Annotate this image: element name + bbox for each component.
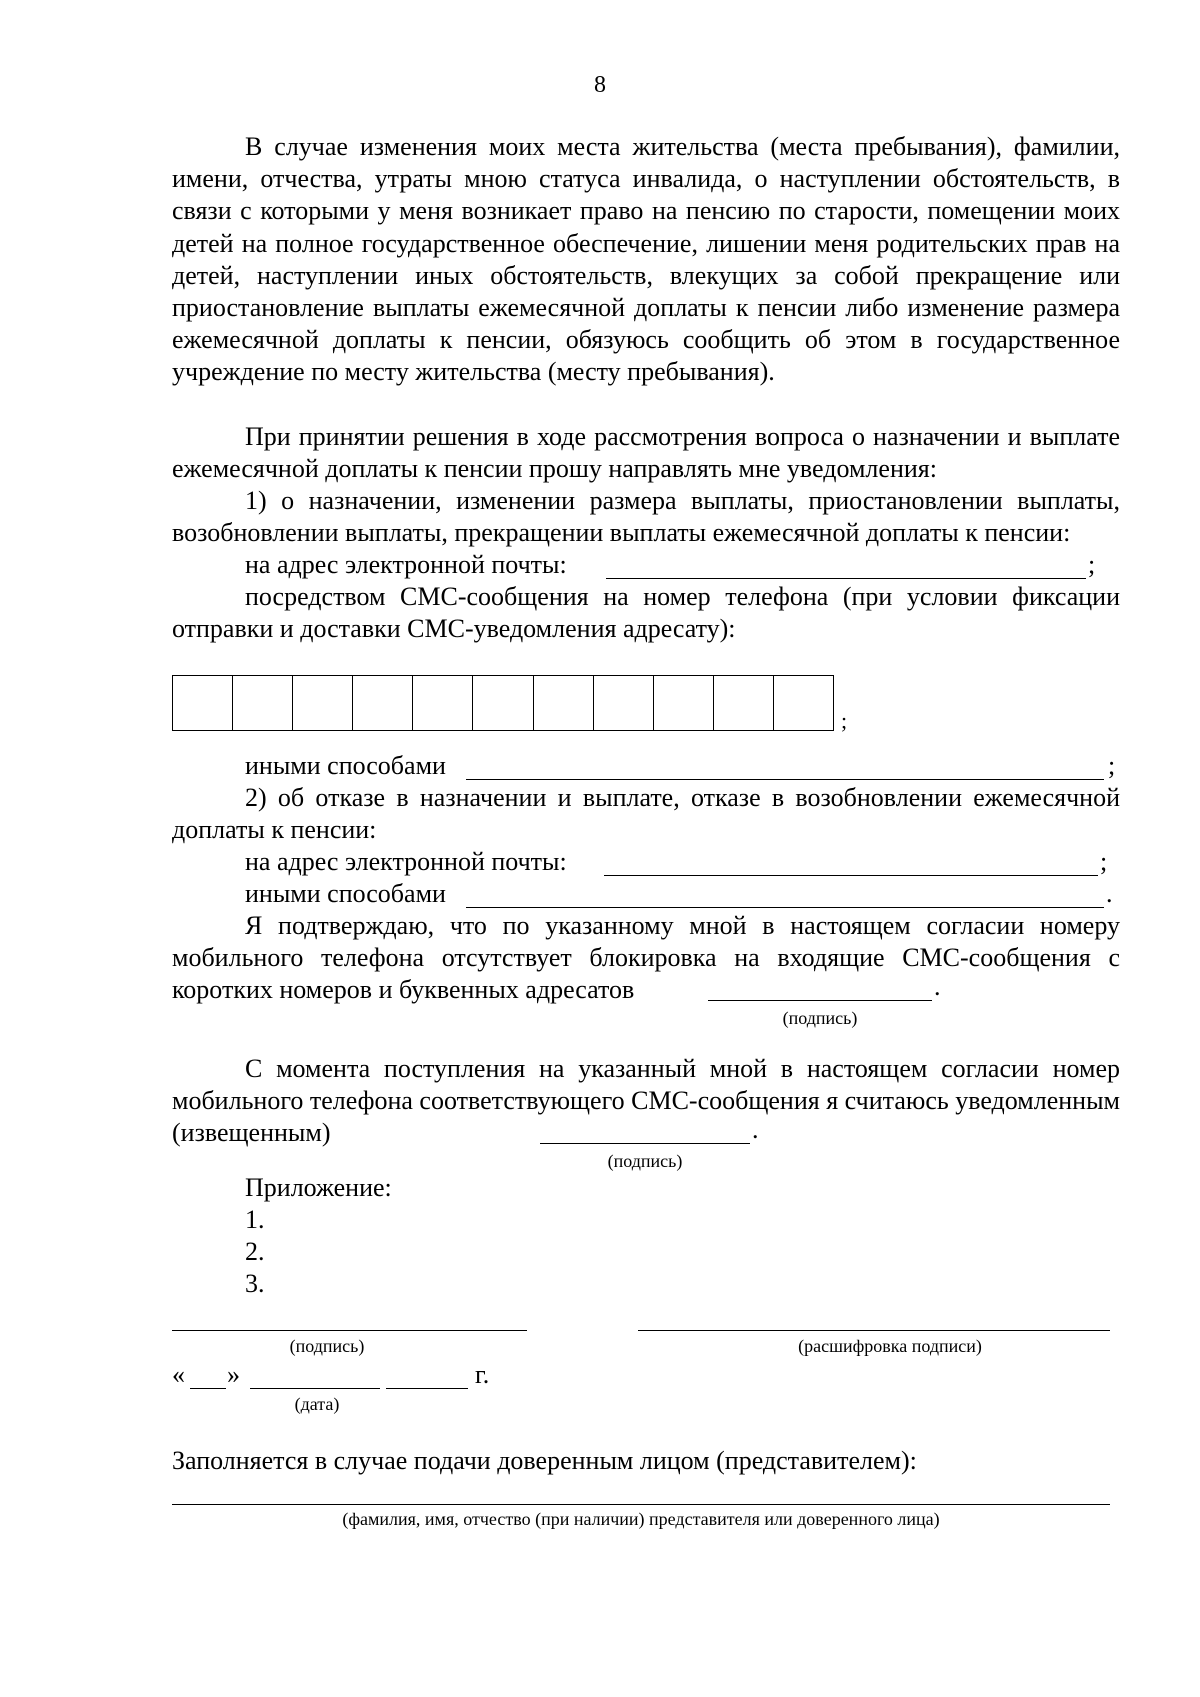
attachments-title: Приложение: [245, 1173, 392, 1202]
phone-grid-end: ; [841, 708, 848, 733]
item1-email-label: на адрес электронной почты: [245, 550, 567, 579]
item2-text: 2) об отказе в назначении и выплате, отказе в возобновлении ежемесячной доплаты к пенсии: [172, 783, 1120, 845]
phone-digit-cell[interactable] [594, 676, 654, 730]
confirm-text: Я подтверждаю, что по указанному мной в настоящем согласии номеру мобильного телефона отсутствует блокировка на входящие СМС-сообщения с коротких номеров и буквенных адресатов [172, 911, 1120, 1005]
signature-field[interactable] [172, 1330, 527, 1331]
notified-text: С момента поступления на указанный мной в настоящем согласии номер мобильного телефона соответствующего СМС-сообщения я считаюсь уведомленным (извещенным) [172, 1054, 1120, 1148]
item2-other-label: иными способами [245, 879, 446, 908]
notified-signature-field[interactable] [540, 1143, 750, 1144]
confirm-end: . [934, 972, 941, 1001]
item1-text: 1) о назначении, изменении размера выплаты, приостановлении выплаты, возобновлении выплаты, прекращении выплаты ежемесячной доплаты к пенсии: [172, 486, 1120, 548]
item2-other-end: . [1106, 879, 1113, 908]
date-caption: (дата) [294, 1394, 340, 1414]
item2-other-field[interactable] [466, 907, 1104, 908]
phone-number-grid[interactable] [172, 675, 834, 731]
phone-digit-cell[interactable] [473, 676, 533, 730]
representative-name-field[interactable] [172, 1504, 1110, 1505]
attachment-item: 3. [245, 1269, 265, 1298]
item2-email-label: на адрес электронной почты: [245, 847, 567, 876]
representative-caption: (фамилия, имя, отчество (при наличии) представителя или доверенного лица) [342, 1509, 940, 1529]
date-month-field[interactable] [250, 1388, 380, 1389]
confirm-signature-caption: (подпись) [782, 1008, 858, 1028]
paragraph-notice: В случае изменения моих места жительства (места пребывания), фамилии, имени, отчества, утраты мною статуса инвалида, о наступлении обстоятельств, в связи с которыми у меня возникает право на пенсию по старости, помещении моих детей на полное государственное обеспечение, лишении меня родительских прав на детей, наступлении иных обстоятельств, влекущих за собой прекращение или приостановление выплаты ежемесячной доплаты к пенсии либо изменение размера ежемесячной доплаты к пенсии, обязуюсь сообщить об этом в государственное учреждение по месту жительства (месту пребывания). [172, 132, 1120, 387]
item1-other-label: иными способами [245, 751, 446, 780]
notified-signature-caption: (подпись) [607, 1151, 683, 1171]
signature-decode-caption: (расшифровка подписи) [798, 1336, 982, 1356]
phone-digit-cell[interactable] [654, 676, 714, 730]
phone-digit-cell[interactable] [413, 676, 473, 730]
date-close-quote: » [227, 1360, 240, 1389]
phone-digit-cell[interactable] [714, 676, 774, 730]
phone-digit-cell[interactable] [353, 676, 413, 730]
phone-digit-cell[interactable] [774, 676, 833, 730]
page-number: 8 [594, 72, 606, 98]
representative-text: Заполняется в случае подачи доверенным лицом (представителем): [172, 1446, 917, 1475]
notified-end: . [752, 1115, 759, 1144]
phone-digit-cell[interactable] [173, 676, 233, 730]
item2-email-end: ; [1100, 847, 1108, 876]
confirm-signature-field[interactable] [708, 1000, 932, 1001]
item1-sms-text: посредством СМС-сообщения на номер телефона (при условии фиксации отправки и доставки СМС-уведомления адресату): [172, 582, 1120, 644]
phone-digit-cell[interactable] [293, 676, 353, 730]
item1-other-end: ; [1108, 751, 1116, 780]
phone-digit-cell[interactable] [233, 676, 293, 730]
date-day-field[interactable] [190, 1388, 226, 1389]
phone-digit-cell[interactable] [534, 676, 594, 730]
date-year-suffix: г. [475, 1360, 490, 1389]
attachment-item: 2. [245, 1237, 265, 1266]
date-open-quote: « [172, 1360, 185, 1389]
signature-decode-field[interactable] [638, 1330, 1110, 1331]
attachment-item: 1. [245, 1205, 265, 1234]
date-year-field[interactable] [386, 1388, 468, 1389]
item1-email-field[interactable] [606, 578, 1086, 579]
item2-email-field[interactable] [604, 875, 1098, 876]
signature-caption: (подпись) [289, 1336, 365, 1356]
paragraph-decision: При принятии решения в ходе рассмотрения вопроса о назначении и выплате ежемесячной доплаты к пенсии прошу направлять мне уведомления: [172, 422, 1120, 484]
item1-email-end: ; [1088, 550, 1096, 579]
item1-other-field[interactable] [466, 779, 1104, 780]
